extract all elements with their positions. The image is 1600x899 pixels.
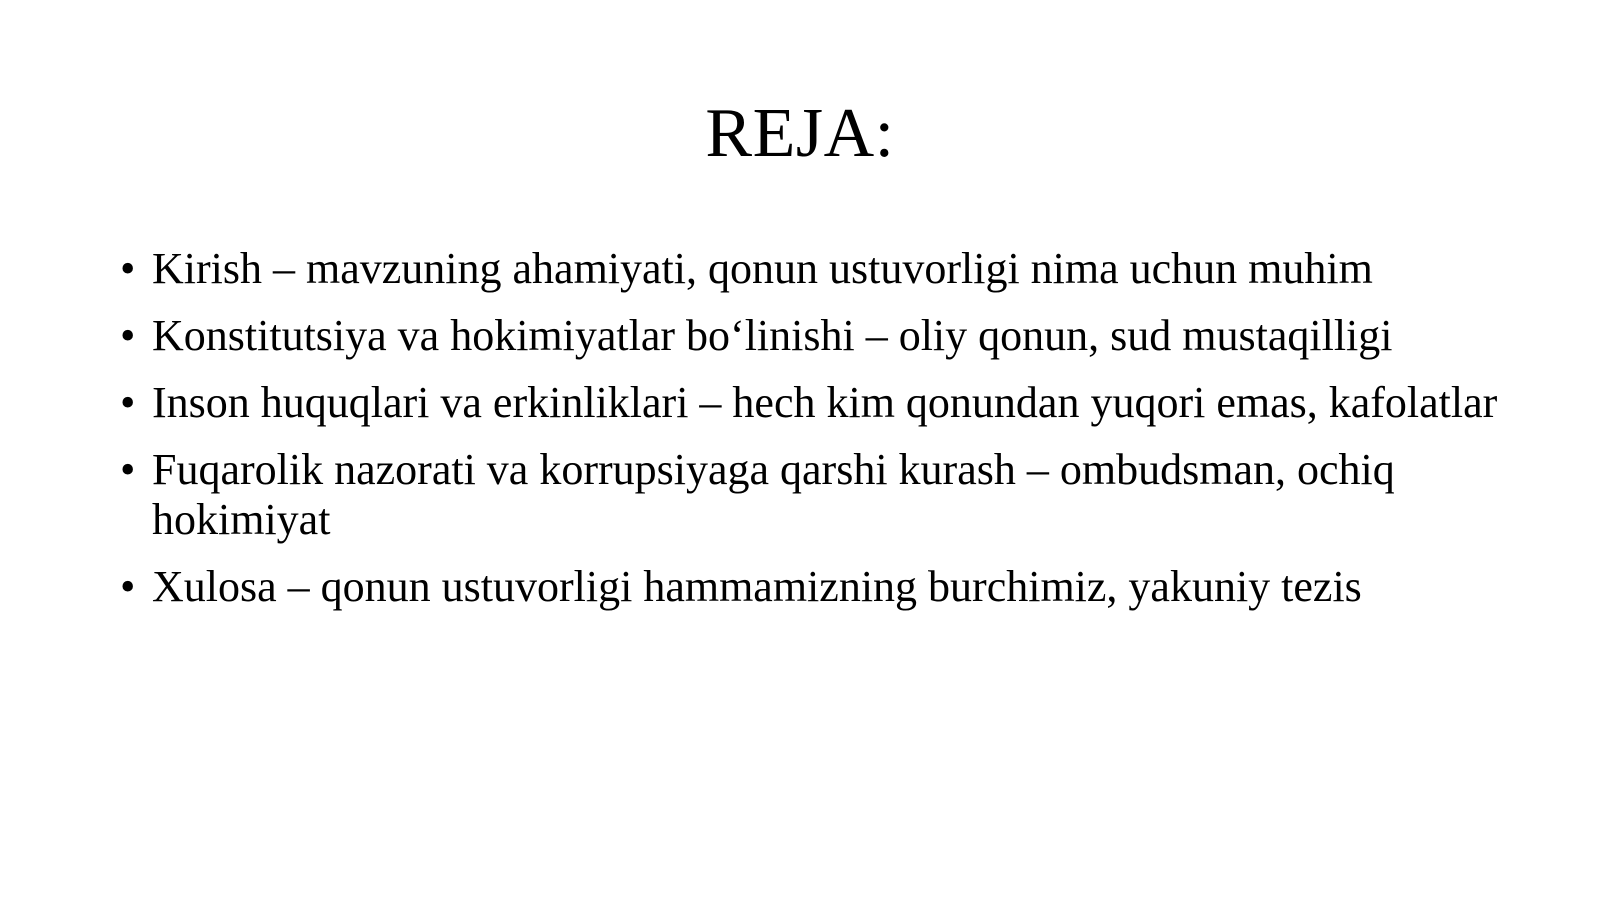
bullet-item-introduction (120, 244, 1510, 294)
bullet-item-conclusion (120, 562, 1510, 612)
bullet-icon: • (120, 311, 136, 360)
bullet-item-civil-control (120, 445, 1510, 545)
bullet-item-human-rights (120, 378, 1510, 428)
bullet-icon: • (120, 445, 136, 494)
bullet-text: Konstitutsiya va hokimiyatlar bo‘linishi – oliy qonun, sud mustaqilligi (152, 311, 1393, 360)
bullet-icon: • (120, 562, 136, 611)
bullet-item-constitution (120, 311, 1510, 361)
bullet-text: Kirish – mavzuning ahamiyati, qonun ustuvorligi nima uchun muhim (152, 244, 1373, 293)
bullet-text: Xulosa – qonun ustuvorligi hammamizning burchimiz, yakuniy tezis (152, 562, 1362, 611)
bullet-text: Inson huquqlari va erkinliklari – hech kim qonundan yuqori emas, kafolatlar (152, 378, 1498, 427)
bullet-text: Fuqarolik nazorati va korrupsiyaga qarshi kurash – ombudsman, ochiq hokimiyat (152, 445, 1395, 544)
bullet-icon: • (120, 244, 136, 293)
slide-title: REJA: (705, 95, 895, 172)
bullet-icon: • (120, 378, 136, 427)
bullet-list (120, 244, 1510, 629)
